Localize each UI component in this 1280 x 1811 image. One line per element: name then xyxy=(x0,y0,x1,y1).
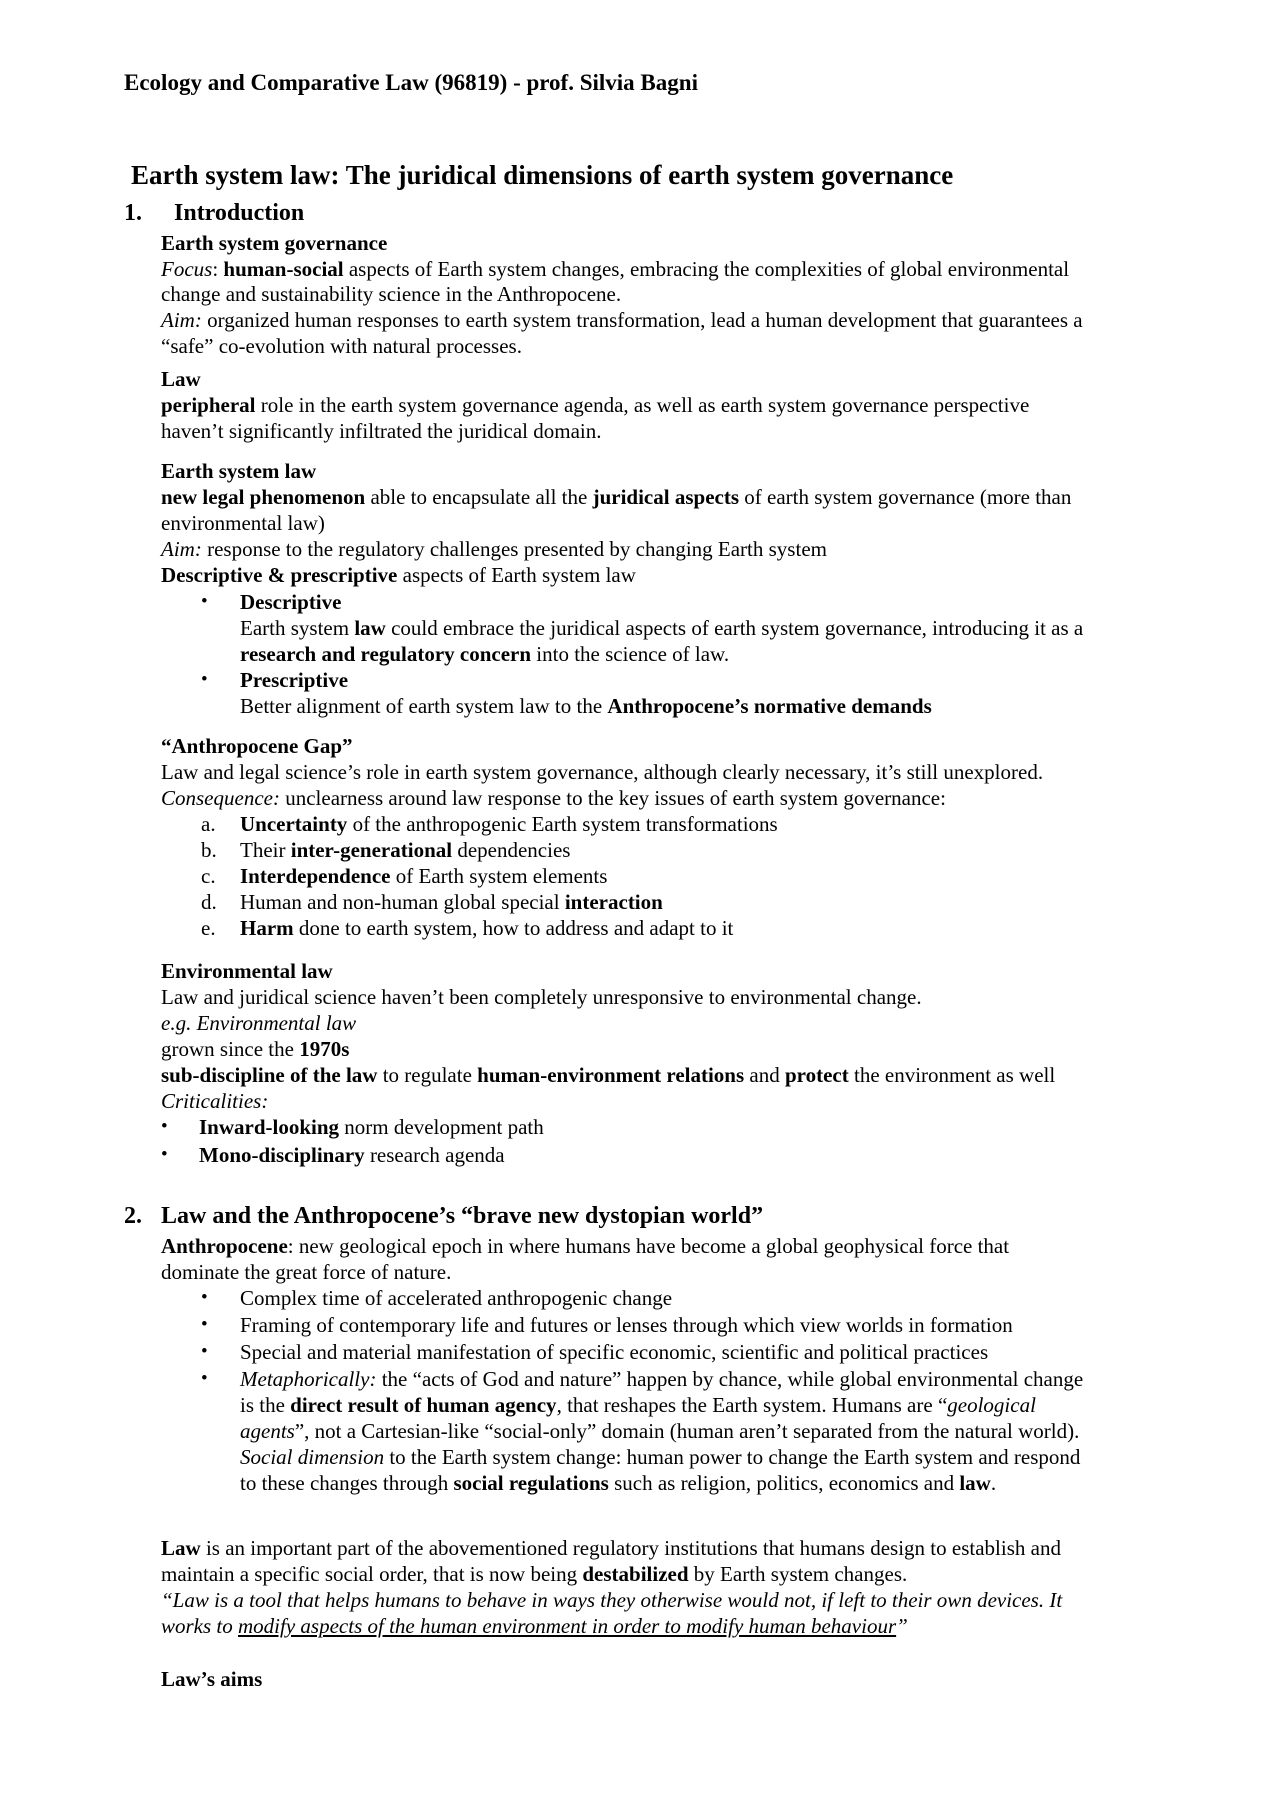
esl-line-2: environmental law) xyxy=(161,511,325,535)
law-line xyxy=(161,392,1029,418)
text: ” xyxy=(896,1614,908,1638)
section-number: 2. xyxy=(124,1203,142,1229)
subheading-laws-aims: Law’s aims xyxy=(161,1667,263,1691)
text: juridical aspects xyxy=(592,485,739,509)
law-paragraph-line xyxy=(161,1535,1061,1561)
law-paragraph-line-2 xyxy=(161,1561,907,1587)
text: into the science of law. xyxy=(531,642,730,666)
text: dependencies xyxy=(452,838,571,862)
list-item xyxy=(240,889,663,915)
list-item-line xyxy=(240,1470,996,1496)
text: is an important part of the abovementioned regulatory institutions that humans design to establish and xyxy=(200,1536,1061,1560)
text: maintain a specific social order, that is now being xyxy=(161,1562,583,1586)
text: Better alignment of earth system law to the xyxy=(240,694,608,718)
text: grown since the xyxy=(161,1037,300,1061)
list-item: Framing of contemporary life and futures or lenses through which view worlds in formation xyxy=(240,1313,1013,1337)
text: protect xyxy=(785,1063,849,1087)
text: done to earth system, how to address and adapt to it xyxy=(293,916,734,940)
list-item-line xyxy=(240,1418,1079,1444)
descriptive-prescriptive-line xyxy=(161,562,636,588)
text: Interdependence xyxy=(240,864,391,888)
text: research agenda xyxy=(364,1143,505,1167)
text: response to the regulatory challenges presented by changing Earth system xyxy=(201,537,827,561)
descriptive-line-2 xyxy=(240,641,729,667)
list-letter: e. xyxy=(201,916,216,940)
bullet: • xyxy=(201,1368,208,1389)
text: research and regulatory concern xyxy=(240,642,532,666)
text: : xyxy=(212,257,224,281)
prescriptive-line xyxy=(240,693,932,719)
text: modify aspects of the human environment in order to modify human behaviour xyxy=(238,1614,897,1638)
text: organized human responses to earth system transformation, lead a human development that guarantees a xyxy=(201,308,1083,332)
text: : new geological epoch in where humans have become a global geophysical force that xyxy=(287,1234,1010,1258)
bullet: • xyxy=(201,1341,208,1362)
text: to these changes through xyxy=(240,1471,454,1495)
text: destabilized xyxy=(582,1562,689,1586)
text: social regulations xyxy=(453,1471,609,1495)
text: Harm xyxy=(240,916,294,940)
text: such as religion, politics, economics and xyxy=(608,1471,960,1495)
course-header: Ecology and Comparative Law (96819) - prof. Silvia Bagni xyxy=(124,70,698,95)
section-title: Introduction xyxy=(174,200,305,226)
focus-line xyxy=(161,256,1069,282)
text: Anthropocene xyxy=(161,1234,288,1258)
text: aspects of Earth system changes, embracing the complexities of global environmental xyxy=(343,257,1070,281)
subheading-earth-system-law: Earth system law xyxy=(161,459,317,483)
text: to regulate xyxy=(377,1063,478,1087)
criticalities-label: Criticalities: xyxy=(161,1089,269,1113)
prescriptive-heading: Prescriptive xyxy=(240,668,349,692)
section-title: Law and the Anthropocene’s “brave new dystopian world” xyxy=(161,1203,764,1229)
aim-line xyxy=(161,307,1083,333)
law-line-2: haven’t significantly infiltrated the juridical domain. xyxy=(161,419,602,443)
text: inter-generational xyxy=(290,838,453,862)
subheading-earth-system-governance: Earth system governance xyxy=(161,231,388,255)
quote-line-2 xyxy=(161,1613,908,1639)
text: of Earth system elements xyxy=(390,864,608,888)
text: . xyxy=(990,1471,997,1495)
text: Anthropocene’s normative demands xyxy=(607,694,932,718)
anthropocene-line xyxy=(161,1233,1009,1259)
list-item: Special and material manifestation of specific economic, scientific and political practices xyxy=(240,1340,989,1364)
text: to the Earth system change: human power to change the Earth system and respond xyxy=(384,1445,1081,1469)
text: unclearness around law response to the key issues of earth system governance: xyxy=(279,786,946,810)
text: sub-discipline of the law xyxy=(161,1063,378,1087)
list-item xyxy=(199,1114,544,1140)
list-item-line xyxy=(240,1392,1036,1418)
list-item xyxy=(240,863,607,889)
focus-label: Focus xyxy=(161,257,213,281)
text: Uncertainty xyxy=(240,812,348,836)
text: law xyxy=(354,616,386,640)
text: human-social xyxy=(223,257,344,281)
text: Earth system xyxy=(240,616,355,640)
gap-line: Law and legal science’s role in earth system governance, although clearly necessary, it’s still unexplored. xyxy=(161,760,1044,784)
list-letter: d. xyxy=(201,890,217,914)
env-line: Law and juridical science haven’t been completely unresponsive to environmental change. xyxy=(161,985,922,1009)
grown-line xyxy=(161,1036,349,1062)
descriptive-heading: Descriptive xyxy=(240,590,342,614)
bullet: • xyxy=(201,1314,208,1335)
aim-line xyxy=(161,536,827,562)
text: new legal phenomenon xyxy=(161,485,366,509)
text: Human and non-human global special xyxy=(240,890,565,914)
esl-line xyxy=(161,484,1071,510)
text: aspects of Earth system law xyxy=(397,563,636,587)
bullet: • xyxy=(201,591,208,612)
text: ”, not a Cartesian-like “social-only” domain (human aren’t separated from the natural world). xyxy=(294,1419,1080,1443)
sub-discipline-line xyxy=(161,1062,1055,1088)
text: the environment as well xyxy=(848,1063,1056,1087)
text: of the anthropogenic Earth system transformations xyxy=(347,812,778,836)
list-item xyxy=(240,837,570,863)
bullet: • xyxy=(201,1287,208,1308)
text: by Earth system changes. xyxy=(688,1562,908,1586)
text: 1970s xyxy=(299,1037,350,1061)
list-item-line xyxy=(240,1444,1080,1470)
aim-label: Aim: xyxy=(161,308,202,332)
text: Descriptive & prescriptive xyxy=(161,563,398,587)
text: geological xyxy=(947,1393,1036,1417)
consequence-line xyxy=(161,785,946,811)
text: able to encapsulate all the xyxy=(365,485,593,509)
text: the “acts of God and nature” happen by chance, while global environmental change xyxy=(376,1367,1084,1391)
text: Law xyxy=(161,1536,201,1560)
consequence-label: Consequence: xyxy=(161,786,280,810)
text: role in the earth system governance agenda, as well as earth system governance perspective xyxy=(255,393,1030,417)
list-letter: b. xyxy=(201,838,217,862)
text: of earth system governance (more than xyxy=(739,485,1072,509)
list-letter: a. xyxy=(201,812,216,836)
text: agents xyxy=(240,1419,295,1443)
aim-line-2: “safe” co-evolution with natural processes. xyxy=(161,334,522,358)
text: could embrace the juridical aspects of earth system governance, introducing it as a xyxy=(385,616,1084,640)
text: , that reshapes the Earth system. Humans are “ xyxy=(556,1393,948,1417)
text: Their xyxy=(240,838,291,862)
quote-line: “Law is a tool that helps humans to behave in ways they otherwise would not, if left to their own devices. It xyxy=(161,1588,1063,1612)
text: peripheral xyxy=(161,393,256,417)
anthropocene-line-2: dominate the great force of nature. xyxy=(161,1260,452,1284)
bullet: • xyxy=(161,1116,168,1137)
subheading-law: Law xyxy=(161,367,201,391)
list-letter: c. xyxy=(201,864,216,888)
text: Metaphorically: xyxy=(240,1367,377,1391)
text: works to xyxy=(161,1614,239,1638)
text: is the xyxy=(240,1393,291,1417)
aim-label: Aim: xyxy=(161,537,202,561)
text: human-environment relations xyxy=(477,1063,745,1087)
text: direct result of human agency xyxy=(290,1393,557,1417)
text: norm development path xyxy=(339,1115,544,1139)
section-number: 1. xyxy=(124,200,142,226)
list-item xyxy=(240,1366,1083,1392)
document-title: Earth system law: The juridical dimensions of earth system governance xyxy=(131,160,954,190)
list-item xyxy=(240,811,778,837)
env-example: e.g. Environmental law xyxy=(161,1011,357,1035)
list-item: Complex time of accelerated anthropogenic change xyxy=(240,1286,673,1310)
bullet: • xyxy=(161,1144,168,1165)
descriptive-line xyxy=(240,615,1083,641)
text: Mono-disciplinary xyxy=(199,1143,365,1167)
list-item xyxy=(240,915,733,941)
list-item xyxy=(199,1142,505,1168)
subheading-environmental-law: Environmental law xyxy=(161,959,333,983)
text: Inward-looking xyxy=(199,1115,340,1139)
text: and xyxy=(744,1063,785,1087)
text: Social dimension xyxy=(240,1445,385,1469)
bullet: • xyxy=(201,669,208,690)
text: law xyxy=(959,1471,991,1495)
focus-line-2: change and sustainability science in the Anthropocene. xyxy=(161,282,622,306)
text: interaction xyxy=(564,890,663,914)
subheading-anthropocene-gap: “Anthropocene Gap” xyxy=(161,734,353,758)
